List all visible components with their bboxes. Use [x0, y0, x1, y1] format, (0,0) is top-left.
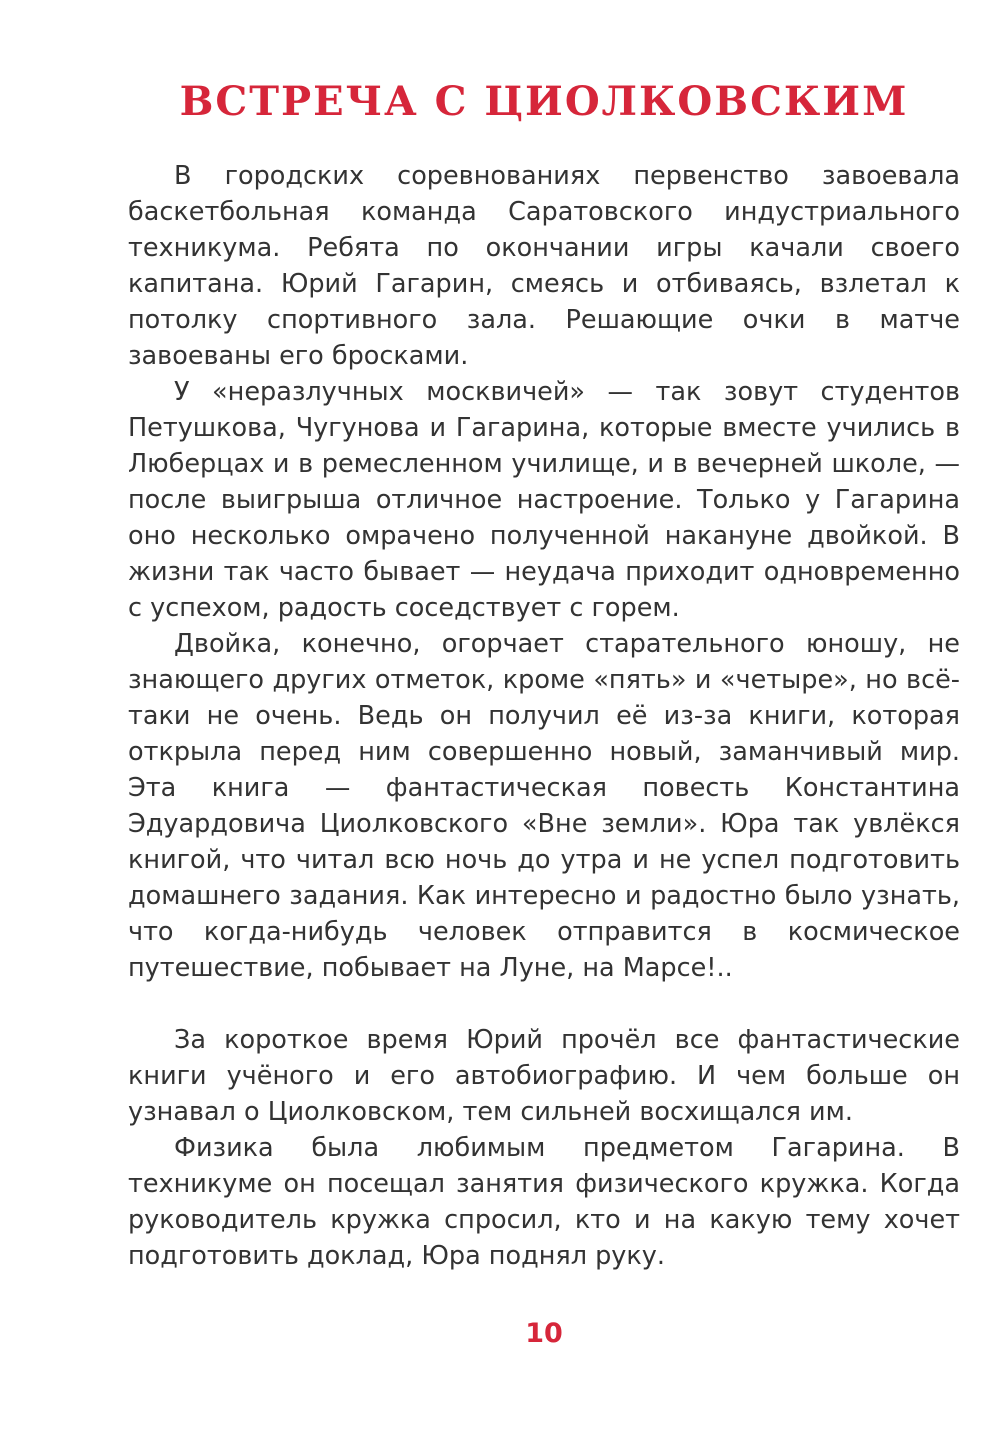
paragraph: Физика была любимым предметом Гагарина. В техникуме он посещал занятия физического кружка. Когда руководитель кружка спросил, кто и на какую тему хочет подготовить доклад, Юра поднял руку.: [128, 1133, 960, 1271]
paragraph: В городских соревнованиях первенство завоевала баскетбольная команда Саратовского индустриального техникума. Ребята по окончании игры качали своего капитана. Юрий Гагарин, смеясь и отбиваясь, взлетал к потолку спортивного зала. Решающие очки в матче завоеваны его бросками.: [128, 161, 960, 371]
paragraph: Двойка, конечно, огорчает старательного юношу, не знающего других отметок, кроме «пять» и «четыре», но всё-таки не очень. Ведь он получил её из-за книги, которая открыла перед ним совершенно новый, заманчивый мир. Эта книга — фантастическая повесть Константина Эдуардовича Циолковского «Вне земли». Юра так увлёкся книгой, что читал всю ночь до утра и не успел подготовить домашнего задания. Как интересно и радостно было узнать, что когда-нибудь человек отправится в космическое путешествие, побывает на Луне, на Марсе!..: [128, 629, 960, 983]
paragraph: У «неразлучных москвичей» — так зовут студентов Петушкова, Чугунова и Гагарина, которые вместе учились в Люберцах и в ремесленном училище, и в вечерней школе, — после выигрыша отличное настроение. Только у Гагарина оно несколько омрачено полученной накануне двойкой. В жизни так часто бывает — неудача приходит одновременно с успехом, радость соседствует с горем.: [128, 377, 960, 623]
chapter-body: [128, 158, 960, 1274]
paragraph: За короткое время Юрий прочёл все фантастические книги учёного и его автобиографию. И чем больше он узнавал о Циолковском, тем сильней восхищался им.: [128, 1025, 960, 1127]
chapter-title: ВСТРЕЧА С ЦИОЛКОВСКИМ: [179, 78, 909, 125]
page-number: 10: [525, 1318, 563, 1349]
